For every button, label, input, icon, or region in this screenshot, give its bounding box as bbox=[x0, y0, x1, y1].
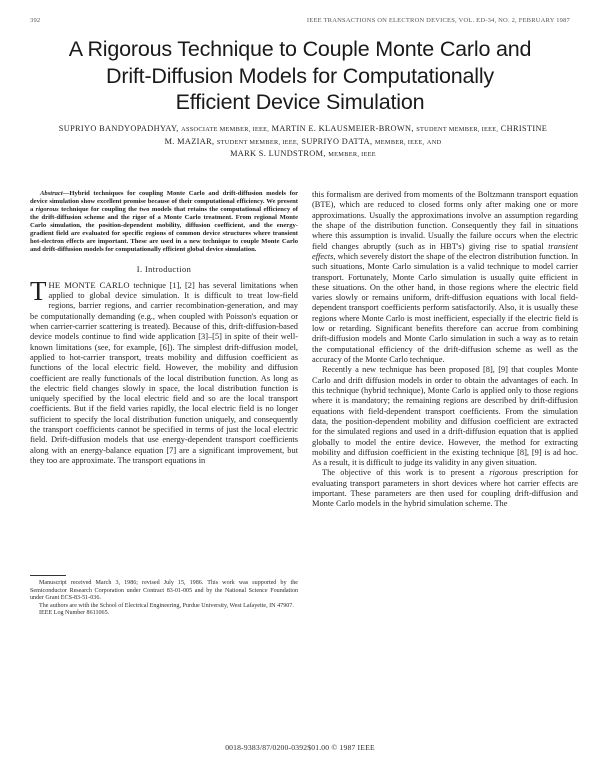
author-5-name: MARK S. LUNDSTROM, bbox=[230, 149, 326, 159]
footnote-log-number: IEEE Log Number 8611065. bbox=[39, 610, 110, 616]
right-p3-italic: rigorous bbox=[489, 468, 518, 478]
right-column bbox=[312, 190, 578, 510]
right-p1-italic: transient effects bbox=[312, 241, 578, 261]
right-p1-tail: , which severely distort the shape of the electron distribution function. In such situations, Monte Carlo simulation is a valid technique to model carrier transport. Fortunately, Monte Carlo simulation is usually quite efficient in these situations. On the other hand, in those regions where the electric field varies slowly or remains uniform, drift-diffusion equations with local field-dependent transport coefficients perform satisfactorily. Also, it is usually these regions where Monte Carlo is most inefficient, especially if the electric field is low or retarding. Significant benefits therefore can accrue from combining drift-diffusion models and Monte Carlo simulation in such a way as to retain the computational efficiency of the drift-diffusion scheme as well as the accuracy of the Monte Carlo technique. bbox=[312, 251, 578, 364]
author-list bbox=[58, 123, 548, 161]
right-p3-text-a: The objective of this work is to present a bbox=[322, 468, 490, 478]
copyright-line: 0018-9383/87/0200-0392$01.00 © 1987 IEEE bbox=[225, 743, 375, 752]
abstract-italic: rigorous bbox=[35, 206, 59, 214]
abstract-text-a: —Hybrid techniques for coupling Monte Carlo and drift-diffusion models for device simulation show excellent promise because of their computational efficiency. We present a bbox=[30, 190, 298, 214]
intro-paragraph bbox=[30, 275, 298, 467]
title-line-2: Drift-Diffusion Models for Computationally bbox=[106, 63, 494, 88]
author-3-role: STUDENT MEMBER, IEEE, bbox=[216, 138, 299, 146]
paper-title bbox=[30, 36, 570, 116]
author-1-role: ASSOCIATE MEMBER, IEEE, bbox=[181, 126, 270, 133]
footnotes bbox=[30, 580, 298, 618]
author-2-role: STUDENT MEMBER, IEEE, bbox=[416, 126, 499, 133]
footnote-affiliation: The authors are with the School of Electrical Engineering, Purdue University, West Lafayette, IN 47907. bbox=[39, 602, 294, 609]
intro-text: technique [1], [2] has several limitations when applied to global device simulation. It is difficult to treat low-field regions, barrier regions, and carrier recombination-generation, and may be computationally demanding (e.g., when coupled with Poisson's equation or when carrier-carrier scattering is treated). Because of this, drift-diffusion-based device models continue to find wide application [3]–[5] in spite of their well-known limitations (see, for example, [6]). The simplest drift-diffusion model, applied to hot-carrier transport, treats mobility and diffusion coefficient as functions of the local electric field. However, the mobility and diffusion coefficient are really functionals of the local distribution function. As long as the electric field changes slowly in space, the local distribution function is uniquely specified by the local electric field and so are the local transport coefficients. But if the field varies rapidly, the local electric field is no longer sufficient to specify the local distribution function uniquely, and consequently the transport coefficients cannot be specified in terms of just the local electric field. Drift-diffusion models that use energy-dependent transport coefficients along with an energy-balance equation [7] are a significant improvement, but they too are approximate. The transport equations in bbox=[30, 280, 298, 465]
drop-cap: T bbox=[30, 275, 47, 306]
right-paragraph-3 bbox=[312, 468, 578, 509]
author-4-role: MEMBER, IEEE, bbox=[374, 138, 425, 146]
right-p1-text: this formalism are derived from moments of the Boltzmann transport equation (BTE), which are reduced to closed forms only after making one or more approximations. Usually the approximations involve an assumption regarding the shape of the distribution function. Consequently they fail in situations where this assumption is invalid. Usually the failure occurs when the electric field changes abruptly (such as in HBT's) giving rise to spatial bbox=[312, 190, 578, 251]
author-4-name: SUPRIYO DATTA, bbox=[301, 136, 373, 146]
left-column bbox=[30, 190, 298, 466]
author-1-name: SUPRIYO BANDYOPADHYAY, bbox=[58, 124, 179, 133]
title-line-3: Efficient Device Simulation bbox=[175, 90, 425, 114]
abstract bbox=[30, 190, 298, 254]
author-and: AND bbox=[426, 138, 442, 146]
right-paragraph-2: Recently a new technique has been proposed [8], [9] that couples Monte Carlo and drift diffusion models in order to obtain the advantages of each. In this technique (hybrid technique), Monte Carlo is applied only to those regions where it is mandatory; the remaining regions are described by drift-diffusion equations with field-dependent transport coefficients. From the simulation data, the position-dependent mobility and diffusion coefficient are extracted for the simulated regions and used in a drift-diffusion equation that is applied globally to model the entire device. However, the method for extracting mobility and diffusion coefficient in the existing technique [8], [9] is ad hoc. As a result, it is difficult to judge its validity in any given situation. bbox=[312, 365, 578, 468]
title-line-1: A Rigorous Technique to Couple Monte Carlo and bbox=[68, 37, 532, 61]
author-5-role: MEMBER, IEEE bbox=[328, 151, 376, 159]
right-paragraph-1 bbox=[312, 190, 578, 365]
footnote-manuscript: Manuscript received March 3, 1986; revised July 15, 1986. This work was supported by the Semiconductor Research Corporation under Contract 83-01-005 and by the National Science Foundation under Grant ECS-83-51-036. bbox=[30, 580, 298, 601]
journal-line: IEEE TRANSACTIONS ON ELECTRON DEVICES, VOL. ED-34, NO. 2, FEBRUARY 1987 bbox=[306, 17, 570, 24]
abstract-label: Abstract bbox=[40, 190, 63, 197]
author-2-name: MARTIN E. KLAUSMEIER-BROWN, bbox=[271, 124, 414, 133]
section-heading-introduction: I. Introduction bbox=[136, 265, 192, 275]
page-number: 392 bbox=[30, 17, 41, 24]
footnote-rule bbox=[30, 575, 66, 576]
running-header bbox=[30, 17, 570, 27]
abstract-text-b: technique for coupling the two models that retains the computational efficiency of the drift-diffusion scheme and the rigor of a Monte Carlo treatment. From regional Monte Carlo simulation, the position-dependent mobility, diffusion coefficient, and the energy-gradient field are evaluated for specific regions of common device structures where transient hot-electron effects are important. These are used in a new technique to couple Monte Carlo and drift-diffusion models for computationally efficient global device simulation. bbox=[30, 206, 299, 254]
right-p3-text-b: prescription for evaluating transport parameters in short devices where hot carrier effects are important. These parameters are then used for coupling drift-diffusion and Monte Carlo models in the hybrid simulation scheme. The bbox=[312, 468, 578, 509]
intro-smallcaps: HE MONTE CARLO bbox=[48, 279, 130, 290]
author-3-name: CHRISTINE M. MAZIAR, bbox=[164, 124, 548, 146]
